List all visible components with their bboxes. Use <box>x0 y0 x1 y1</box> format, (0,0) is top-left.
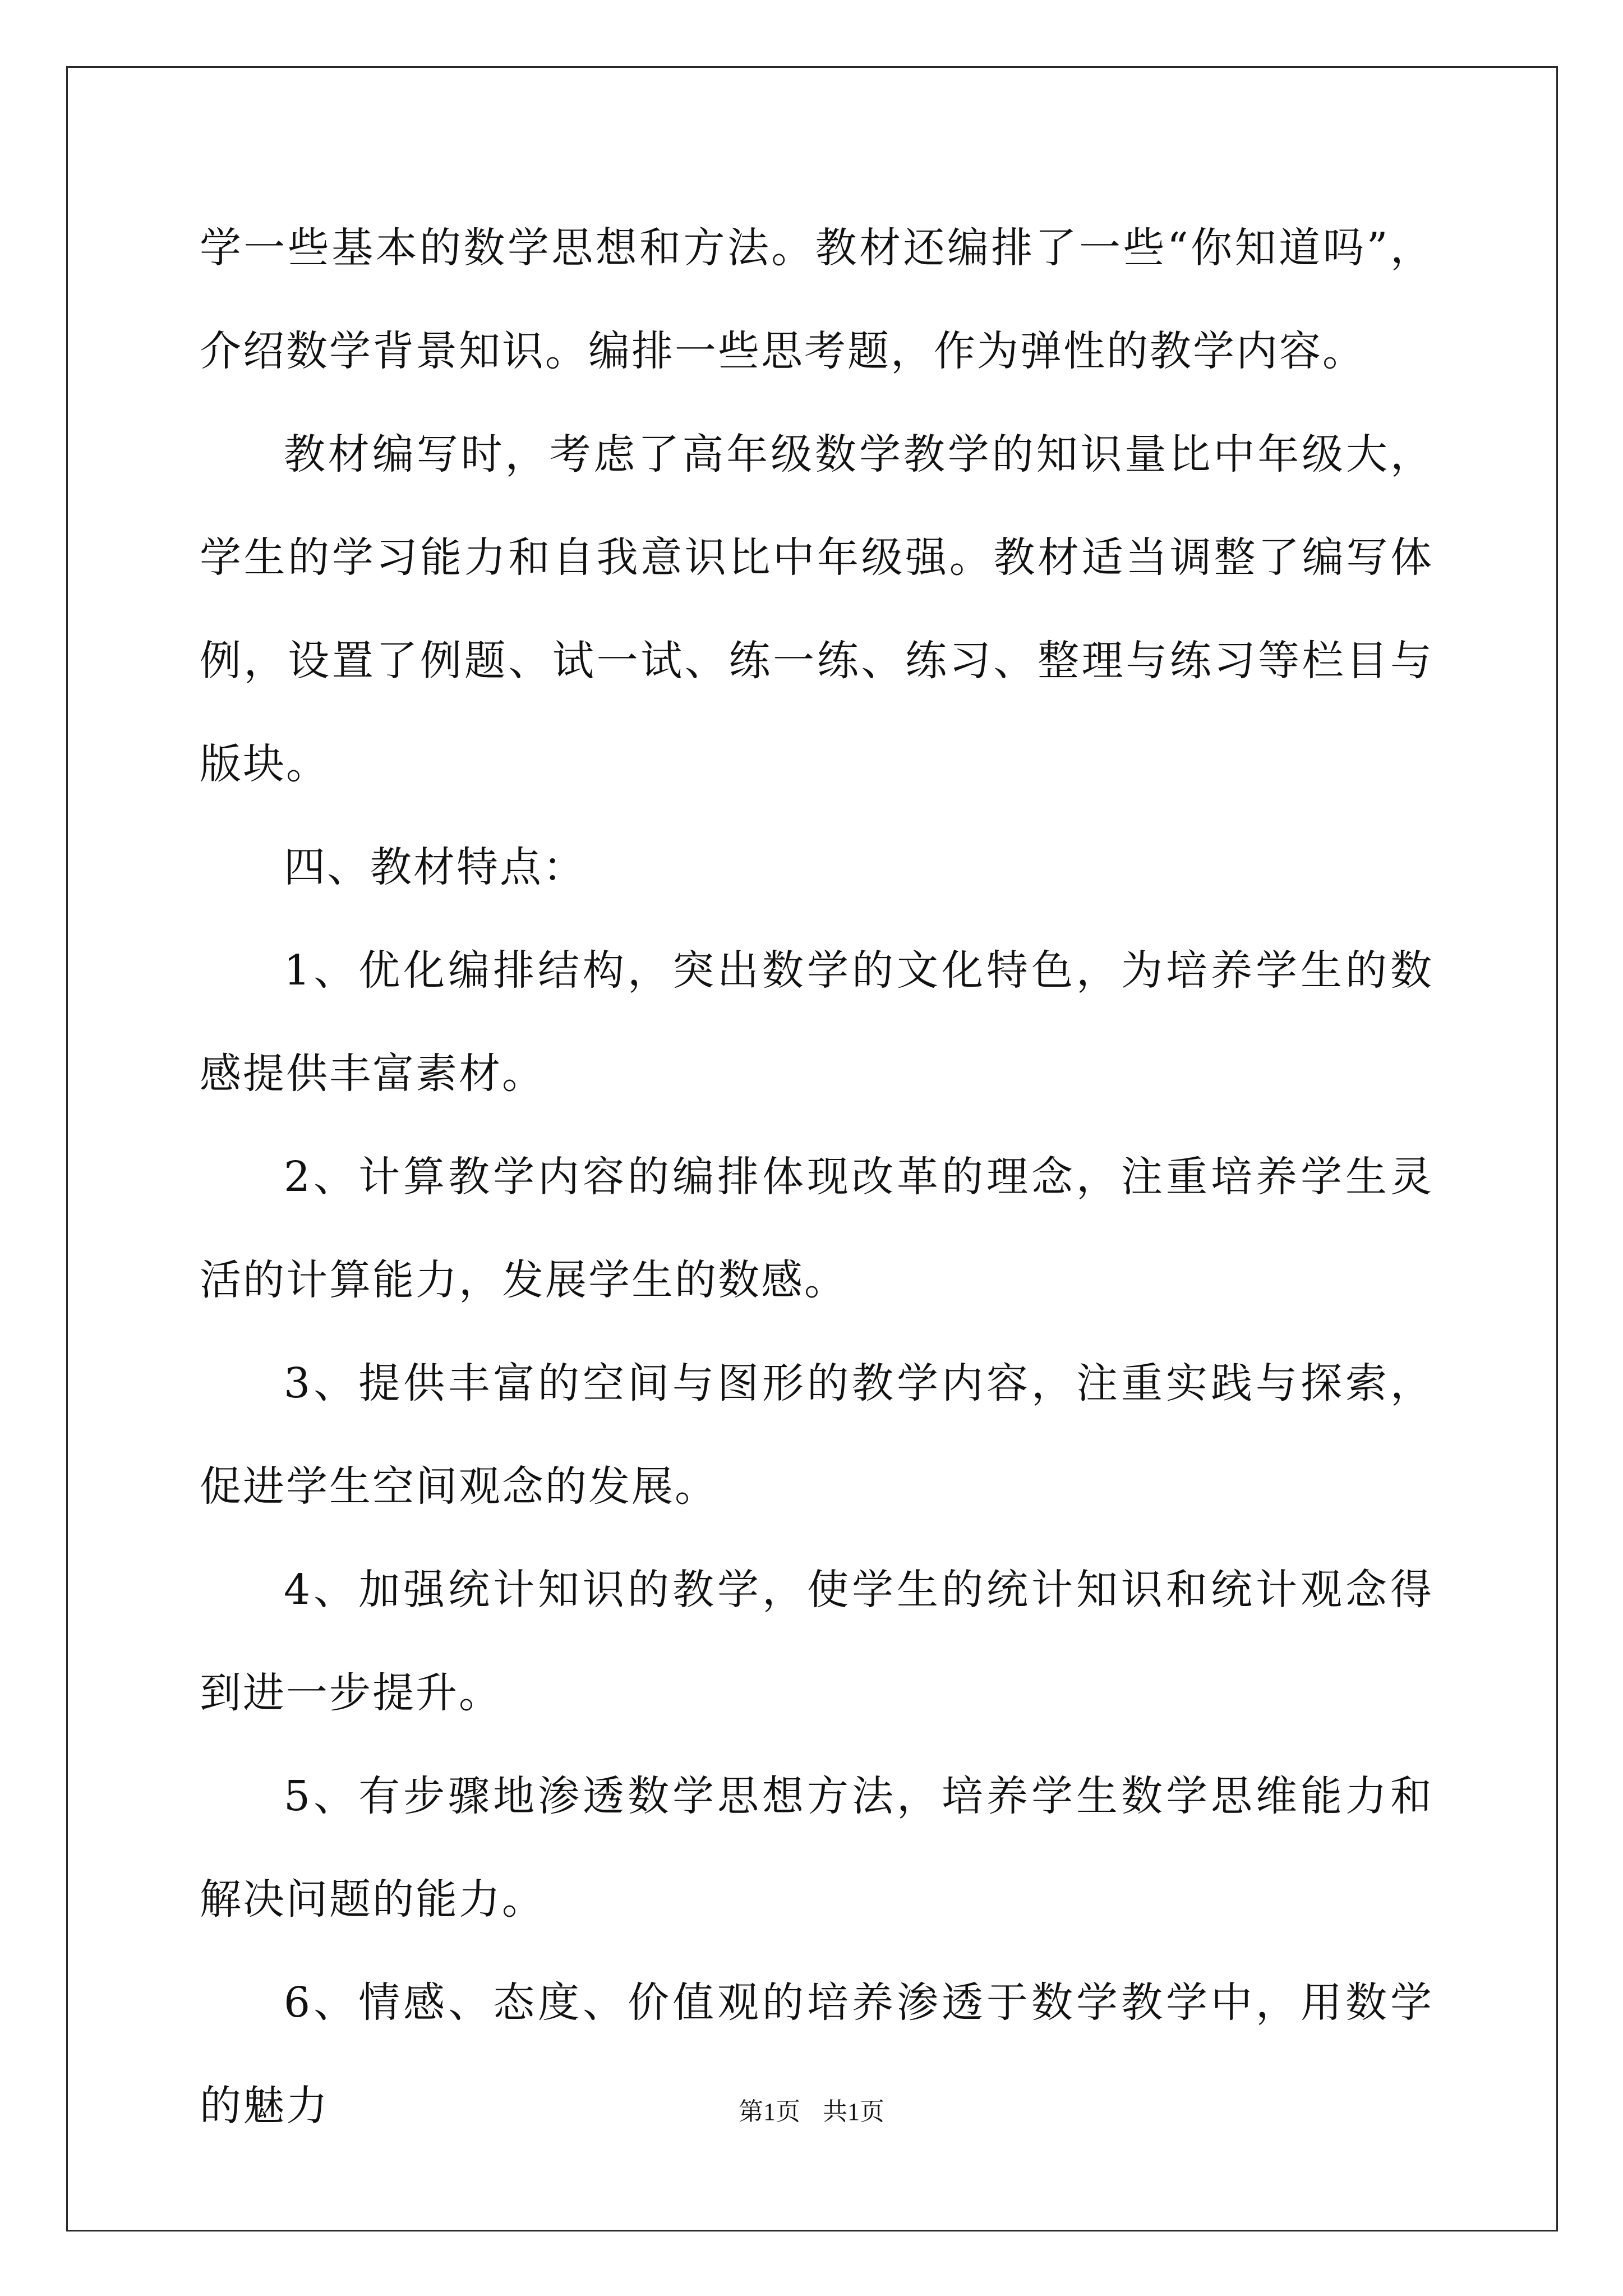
list-item: 6、情感、态度、价值观的培养渗透于数学教学中，用数学的魅力 <box>200 1978 1433 2130</box>
page-total: 共1页 <box>823 2098 884 2125</box>
paragraph: 学一些基本的数学思想和方法。教材还编排了一些“你知道吗”，介绍数学背景知识。编排一些思考题，作为弹性的教学内容。 <box>200 224 1433 375</box>
list-item: 5、有步骤地渗透数学思想方法，培养学生数学思维能力和解决问题的能力。 <box>200 1772 1433 1924</box>
page-footer <box>0 2095 1623 2129</box>
section-heading: 四、教材特点： <box>284 843 586 891</box>
list-item: 3、提供丰富的空间与图形的教学内容，注重实践与探索，促进学生空间观念的发展。 <box>200 1359 1433 1511</box>
list-item: 4、加强统计知识的教学，使学生的统计知识和统计观念得到进一步提升。 <box>200 1566 1433 1717</box>
list-item: 1、优化编排结构，突出数学的文化特色，为培养学生的数感提供丰富素材。 <box>200 946 1433 1098</box>
page-number: 第1页 <box>739 2098 800 2125</box>
list-item: 2、计算教学内容的编排体现改革的理念，注重培养学生灵活的计算能力，发展学生的数感。 <box>200 1153 1433 1304</box>
paragraph: 教材编写时，考虑了高年级数学教学的知识量比中年级大，学生的学习能力和自我意识比中年级强。教材适当调整了编写体例，设置了例题、试一试、练一练、练习、整理与练习等栏目与版块。 <box>200 430 1433 788</box>
document-body <box>200 196 1433 2157</box>
